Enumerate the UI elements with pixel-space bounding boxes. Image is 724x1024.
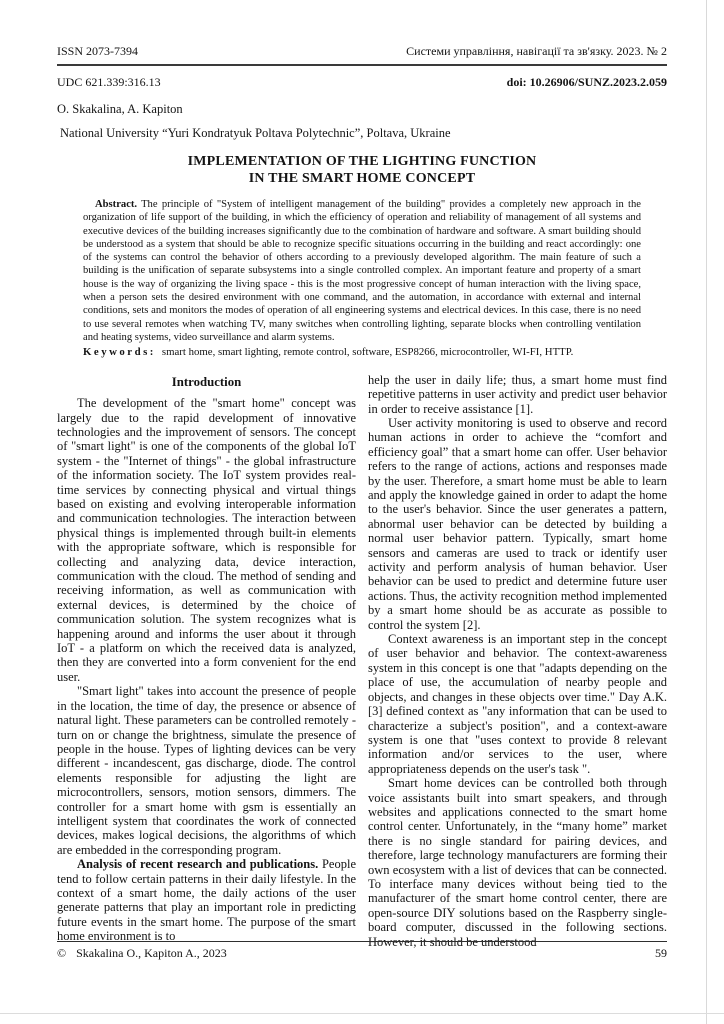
authors-line: O. Skakalina, A. Kapiton xyxy=(57,102,183,116)
udc-doi-row xyxy=(57,75,667,89)
right-paragraph-3: Context awareness is an important step in the concept of user behavior and behavior. The context-awareness system in this concept is one that "adapts depending on the place of use, the accumulation of nearby people and objects, and changes in these objects over time." Day A.K. [3] defined context as "any information that can be used to characterize a subject's position", and a context-aware system is one that "uses context to provide 8 relevant information and/or services to the user, where appropriateness depends on the user's task ". xyxy=(368,632,667,776)
keywords-label: Keywords: xyxy=(83,346,156,359)
keywords-paragraph xyxy=(83,346,641,360)
page-footer xyxy=(57,941,667,960)
two-column-body xyxy=(57,373,667,949)
abstract-text: The principle of "System of intelligent management of the building" provides a completely new approach in the organization of life support of the building, in which the efficiency of operation and reliability of management of all systems and executive devices of the building increases significantly due to the combination of hardware and software. A smart building should be understood as a system that should be able to recognize specific situations occurring in the building and react accordingly: one of the systems can control the behavior of others according to a previously developed algorithm. The main feature of such a building is the unification of separate subsystems into a single controlled complex. An important feature and property of a smart house is the way of organizing the living space - this is the most progressive concept of human interaction with the living space, when a person sets the desired environment with one command, and the automation, in accordance with external and internal conditions, sets and monitors the modes of operation of all engineering systems and electrical devices. In this case, there is no need to use several remotes when watching TV, many switches when controlling lighting, separate blocks when controlling ventilation and heating systems, video surveillance and alarm systems. xyxy=(83,199,641,343)
keywords-text: smart home, smart lighting, remote control, software, ESP8266, microcontroller, WI-FI, HTTP. xyxy=(161,346,574,359)
scan-edge-right xyxy=(706,0,707,1024)
copyright-line xyxy=(57,946,227,960)
left-paragraph-1: The development of the "smart home" concept was largely due to the rapid development of innovative technologies and the improvement of sensors. The concept of "smart light" is one of the components of the global IoT system - the "Internet of things" - the global infrastructure of the information society. The IoT system provides real-time services by connecting physical and virtual things based on existing and evolving interoperable information and communication technologies. The interaction between physical things is implemented through built-in elements with the appropriate software, which is responsible for collecting and analyzing data, device interaction, communication with the cloud. The method of sending and receiving information, as well as communication with external devices, is determined by the choice of communication solution. The system recognizes what is happening around and informs the user about it through IoT - a platform on which the received data is analyzed, then they are converted into a form convenient for the end user. xyxy=(57,396,356,684)
paper-title-line2: IN THE SMART HOME CONCEPT xyxy=(248,171,476,186)
page-number: 59 xyxy=(655,946,667,960)
affiliation-line: National University “Yuri Kondratyuk Poltava Polytechnic”, Poltava, Ukraine xyxy=(60,126,451,140)
left-paragraph-3 xyxy=(57,857,356,943)
abstract-label: Abstract. xyxy=(95,199,138,210)
section-heading-introduction: Introduction xyxy=(171,374,242,389)
analysis-section-runin-heading: Analysis of recent research and publications. xyxy=(77,857,319,872)
right-column xyxy=(368,373,667,949)
left-paragraph-2: "Smart light" takes into account the presence of people in the location, the time of day, the presence or absence of natural light. These parameters can be controlled remotely - turn on or change the brightness, simulate the presence of people in the house. Types of lighting devices can be very different - incandescent, gas discharge, diode. The control elements responsible for adjusting the light are microcontrollers, sensors, motion sensors, dimmers. The controller for a smart home with gsm is essentially an intelligent system that coordinates the work of connected devices, makes logical decisions, the algorithms of which are embedded in the corresponding program. xyxy=(57,684,356,857)
left-column xyxy=(57,373,356,949)
left-paragraph-3-text: People tend to follow certain patterns in their daily lifestyle. In the context of a smart home, the daily actions of the user generate patterns that play an important role in predicting future events in the smart home. The purpose of the smart home environment is to xyxy=(57,857,356,944)
journal-name: Системи управління, навігації та зв'язку. 2023. № 2 xyxy=(406,44,667,58)
journal-header xyxy=(57,44,667,66)
scan-edge-bottom xyxy=(0,1013,724,1014)
abstract-paragraph xyxy=(83,198,641,344)
doi-label: doi: 10.26906/SUNZ.2023.2.059 xyxy=(506,75,667,89)
paper-title xyxy=(57,153,667,187)
paper-title-line1: IMPLEMENTATION OF THE LIGHTING FUNCTION xyxy=(187,154,537,169)
copyright-symbol: © xyxy=(57,946,67,960)
right-paragraph-4: Smart home devices can be controlled both through voice assistants built into smart speakers, and through websites and applications connected to the smart home control center. Unfortunately, in the “many home” market there is no single standard for pairing devices, and therefore, large technology manufacturers are forming their own ecosystem with a list of devices that can be connected. To interface many devices without being tied to the manufacturer of the smart home control center, there are open-source DIY solutions based on the Raspberry single-board computer, discussed in the following sections. However, it should be understood xyxy=(368,776,667,949)
issn-label: ISSN 2073-7394 xyxy=(57,44,139,58)
copyright-text: Skakalina O., Kapiton A., 2023 xyxy=(76,946,227,960)
right-paragraph-1: help the user in daily life; thus, a smart home must find repetitive patterns in user activity and predict user behavior in order to receive assistance [1]. xyxy=(368,372,667,416)
right-paragraph-2: User activity monitoring is used to observe and record human actions in order to achieve the “comfort and efficiency goal” that a smart home can offer. User behavior refers to the range of actions, actions and responses made by the user. Therefore, a smart home must be able to learn and apply the knowledge gained in order to adapt the home to the user's behavior. Since the user generates a pattern, abnormal user behavior can be detected by building a normal user behavior pattern. Typically, smart home sensors and cameras are used to track or identify user activity and perform analysis of human behavior. User behavior can be used to predict and determine future user actions. Thus, the activity recognition method implemented by a smart home should be as accurate as possible to control the system [2]. xyxy=(368,415,667,632)
udc-label: UDC 621.339:316.13 xyxy=(57,75,161,89)
